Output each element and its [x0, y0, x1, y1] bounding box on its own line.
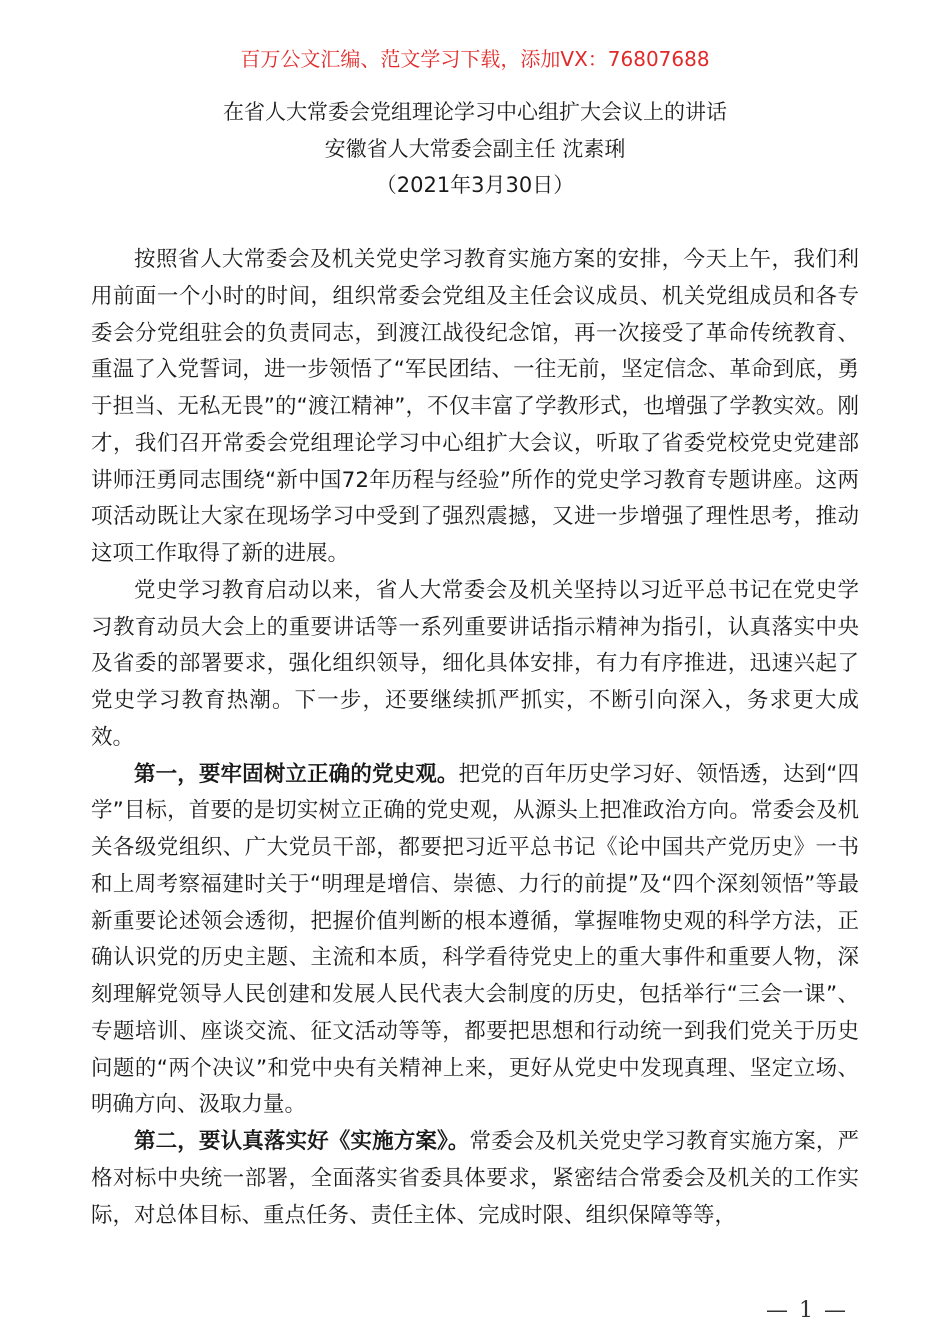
paragraph-lead: 第二，要认真落实好《实施方案》。: [134, 1129, 470, 1154]
paragraph-text: 常委会及机关党史学习教育实施方案，严格对标中央统一部署，全面落实省委具体要求，紧密结合常委会及机关的工作实际，对总体目标、重点任务、责任主体、完成时限、组织保障等等，: [91, 1129, 859, 1228]
paragraph-lead: 第一，要牢固树立正确的党史观。: [134, 761, 459, 787]
paragraph: [91, 242, 859, 573]
paragraph: [91, 573, 859, 757]
paragraph-text: 把党的百年历史学习好、领悟透，达到“四学”目标，首要的是切实树立正确的党史观，从源头上把准政治方向。常委会及机关各级党组织、广大党员干部，都要把习近平总书记《论中国共产党历史》一书和上周考察福建时关于“明理是增信、崇德、力行的前提”及“四个深刻领悟”等最新重要论述领会透彻，把握价值判断的根本遵循，掌握唯物史观的科学方法，正确认识党的历史主题、主流和本质，科学看待党史上的重大事件和重要人物，深刻理解党领导人民创建和发展人民代表大会制度的历史，包括举行“三会一课”、专题培训、座谈交流、征文活动等等，都要把思想和行动统一到我们党关于历史问题的“两个决议”和党中央有关精神上来，更好从党史中发现真理、坚定立场、明确方向、汲取力量。: [91, 761, 859, 1118]
document-author: 安徽省人大常委会副主任 沈素琍: [324, 137, 626, 161]
paragraph-text: 按照省人大常委会及机关党史学习教育实施方案的安排，今天上午，我们利用前面一个小时的时间，组织常委会党组及主任会议成员、机关党组成员和各专委会分党组驻会的负责同志，到渡江战役纪念馆，再一次接受了革命传统教育、重温了入党誓词，进一步领悟了“军民团结、一往无前，坚定信念、革命到底，勇于担当、无私无畏”的“渡江精神”，不仅丰富了学教形式，也增强了学教实效。刚才，我们召开常委会党组理论学习中心组扩大会议，听取了省委党校党史党建部讲师汪勇同志围绕“新中国72年历程与经验”所作的党史学习教育专题讲座。这两项活动既让大家在现场学习中受到了强烈震撼，又进一步增强了理性思考，推动这项工作取得了新的进展。: [91, 247, 859, 566]
paragraph: [91, 757, 859, 1125]
paragraph: [91, 1124, 859, 1234]
paragraph-text: 党史学习教育启动以来，省人大常委会及机关坚持以习近平总书记在党史学习教育动员大会上的重要讲话等一系列重要讲话指示精神为指引，认真落实中央及省委的部署要求，强化组织领导，细化具体安排，有力有序推进，迅速兴起了党史学习教育热潮。下一步，还要继续抓严抓实，不断引向深入，务求更大成效。: [91, 577, 859, 750]
document-date: （2021年3月30日）: [375, 173, 575, 197]
document-body: [91, 242, 859, 1234]
document-title: 在省人大常委会党组理论学习中心组扩大会议上的讲话: [223, 100, 727, 124]
page-number: — 1 —: [766, 1298, 848, 1323]
watermark-banner: 百万公文汇编、范文学习下载，添加VX：76807688: [240, 47, 710, 71]
